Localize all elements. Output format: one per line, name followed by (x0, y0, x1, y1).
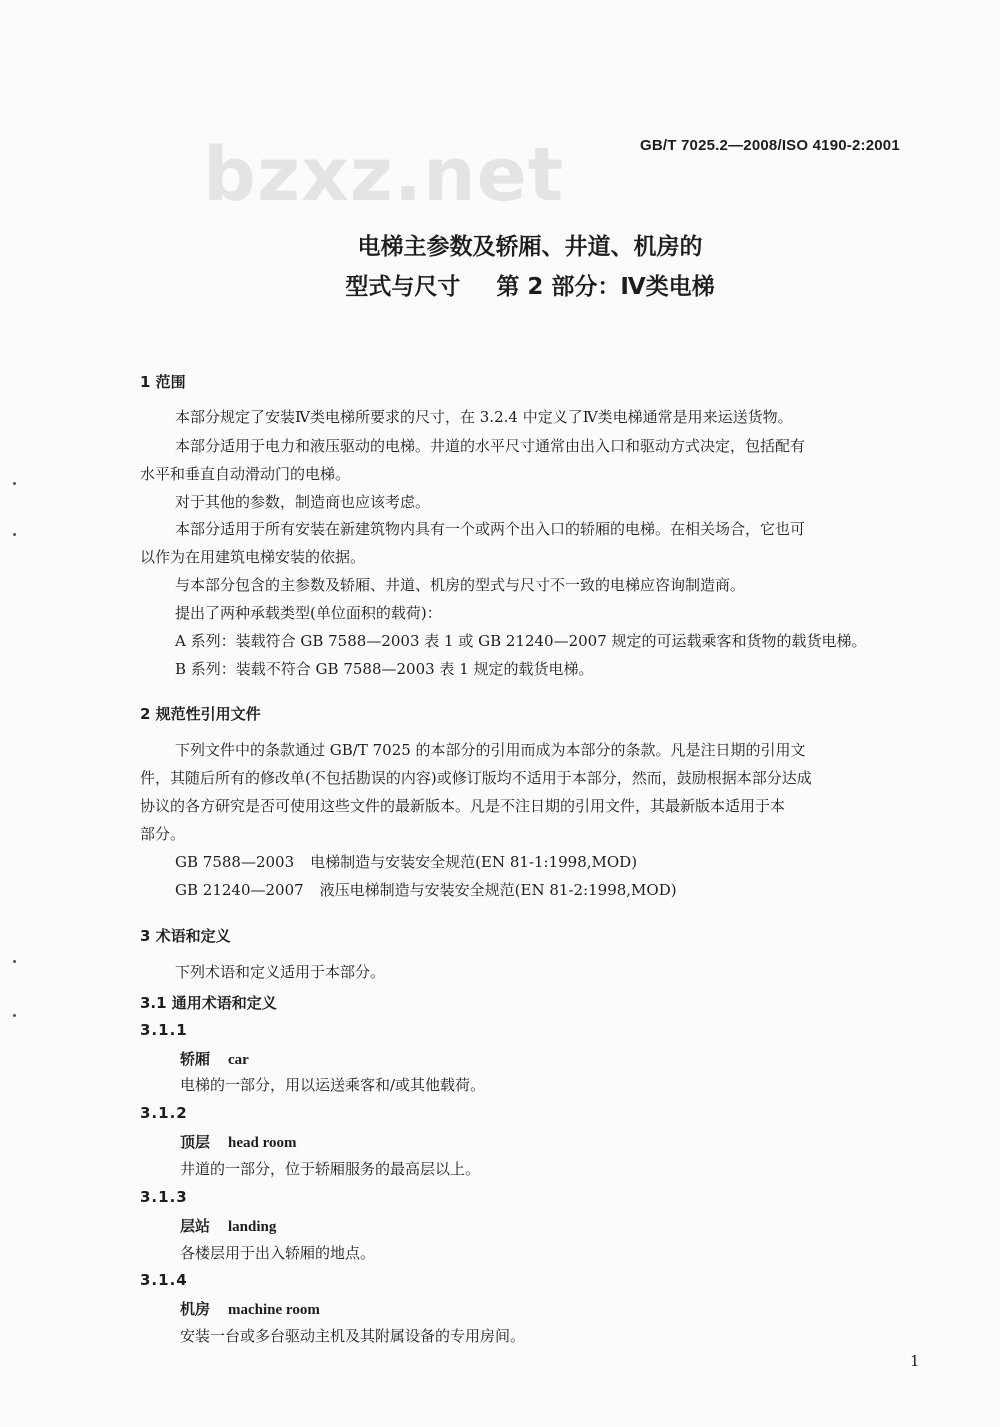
paragraph: 下列文件中的条款通过 GB/T 7025 的本部分的引用而成为本部分的条款。凡是注日期的引用文 (175, 741, 806, 759)
term-name (180, 1131, 297, 1152)
paragraph: B 系列：装载不符合 GB 7588—2003 表 1 规定的载货电梯。 (175, 660, 594, 678)
paragraph-continued: 以作为在用建筑电梯安装的依据。 (140, 548, 366, 566)
term-definition: 井道的一部分，位于轿厢服务的最高层以上。 (180, 1160, 481, 1178)
paragraph: 下列术语和定义适用于本部分。 (175, 963, 386, 981)
scan-speck (13, 1014, 16, 1017)
term-number: 3.1.3 (140, 1188, 188, 1206)
scan-speck (13, 482, 16, 485)
paragraph: A 系列：装载符合 GB 7588—2003 表 1 或 GB 21240—2007 规定的可运载乘客和货物的载货电梯。 (175, 632, 867, 650)
section-2-heading: 2 规范性引用文件 (140, 705, 261, 723)
reference-code: GB 21240—2007 (175, 881, 304, 899)
term-zh: 顶层 (180, 1133, 211, 1151)
section-1-heading: 1 范围 (140, 373, 186, 391)
paragraph: 本部分规定了安装Ⅳ类电梯所要求的尺寸，在 3.2.4 中定义了Ⅳ类电梯通常是用来运送货物。 (175, 408, 793, 426)
term-number: 3.1.4 (140, 1271, 188, 1289)
term-zh: 层站 (180, 1217, 211, 1235)
paragraph-continued: 部分。 (140, 825, 186, 843)
title-part-b: 第 2 部分：Ⅳ类电梯 (496, 274, 715, 300)
paragraph: 本部分适用于所有安装在新建筑物内具有一个或两个出入口的轿厢的电梯。在相关场合，它也可 (175, 520, 806, 538)
reference-title: 液压电梯制造与安装安全规范(EN 81-2:1998,MOD) (319, 881, 677, 899)
section-3-heading: 3 术语和定义 (140, 927, 231, 945)
term-definition: 安装一台或多台驱动主机及其附属设备的专用房间。 (180, 1327, 526, 1345)
page-number: 1 (910, 1352, 920, 1370)
document-title-line-1: 电梯主参数及轿厢、井道、机房的 (357, 234, 703, 260)
term-number: 3.1.2 (140, 1104, 188, 1122)
paragraph-continued: 件，其随后所有的修改单(不包括勘误的内容)或修订版均不适用于本部分，然而，鼓励根据本部分达成 (140, 769, 812, 787)
term-name (180, 1215, 276, 1236)
term-number: 3.1.1 (140, 1021, 188, 1039)
paragraph: 对于其他的参数，制造商也应该考虑。 (175, 493, 431, 511)
term-zh: 轿厢 (180, 1050, 211, 1068)
term-name (180, 1048, 249, 1069)
reference-title: 电梯制造与安装安全规范(EN 81-1:1998,MOD) (310, 853, 638, 871)
reference-code: GB 7588—2003 (175, 853, 295, 871)
paragraph: 提出了两种承载类型(单位面积的载荷)： (175, 604, 442, 622)
watermark: bzxz.net (203, 132, 565, 218)
paragraph-continued: 协议的各方研究是否可使用这些文件的最新版本。凡是不注日期的引用文件，其最新版本适用于本 (140, 797, 786, 815)
paragraph: 与本部分包含的主参数及轿厢、井道、机房的型式与尺寸不一致的电梯应咨询制造商。 (175, 576, 746, 594)
term-en: machine room (228, 1302, 320, 1318)
term-name (180, 1298, 320, 1319)
standard-number: GB/T 7025.2—2008/ISO 4190-2:2001 (640, 137, 900, 154)
term-en: head room (228, 1135, 297, 1151)
paragraph-continued: 水平和垂直自动滑动门的电梯。 (140, 465, 351, 483)
term-en: landing (228, 1219, 277, 1235)
term-definition: 电梯的一部分，用以运送乘客和/或其他载荷。 (180, 1076, 486, 1094)
term-zh: 机房 (180, 1300, 211, 1318)
subsection-heading: 3.1 通用术语和定义 (140, 994, 277, 1012)
term-definition: 各楼层用于出入轿厢的地点。 (180, 1244, 376, 1262)
reference-item (175, 879, 677, 900)
scan-speck (13, 533, 16, 536)
document-title-line-2 (30, 268, 1000, 301)
title-part-a: 型式与尺寸 (345, 274, 461, 300)
reference-item (175, 851, 637, 872)
scan-speck (13, 960, 16, 963)
term-en: car (228, 1052, 249, 1068)
paragraph: 本部分适用于电力和液压驱动的电梯。井道的水平尺寸通常由出入口和驱动方式决定，包括配有 (175, 437, 806, 455)
